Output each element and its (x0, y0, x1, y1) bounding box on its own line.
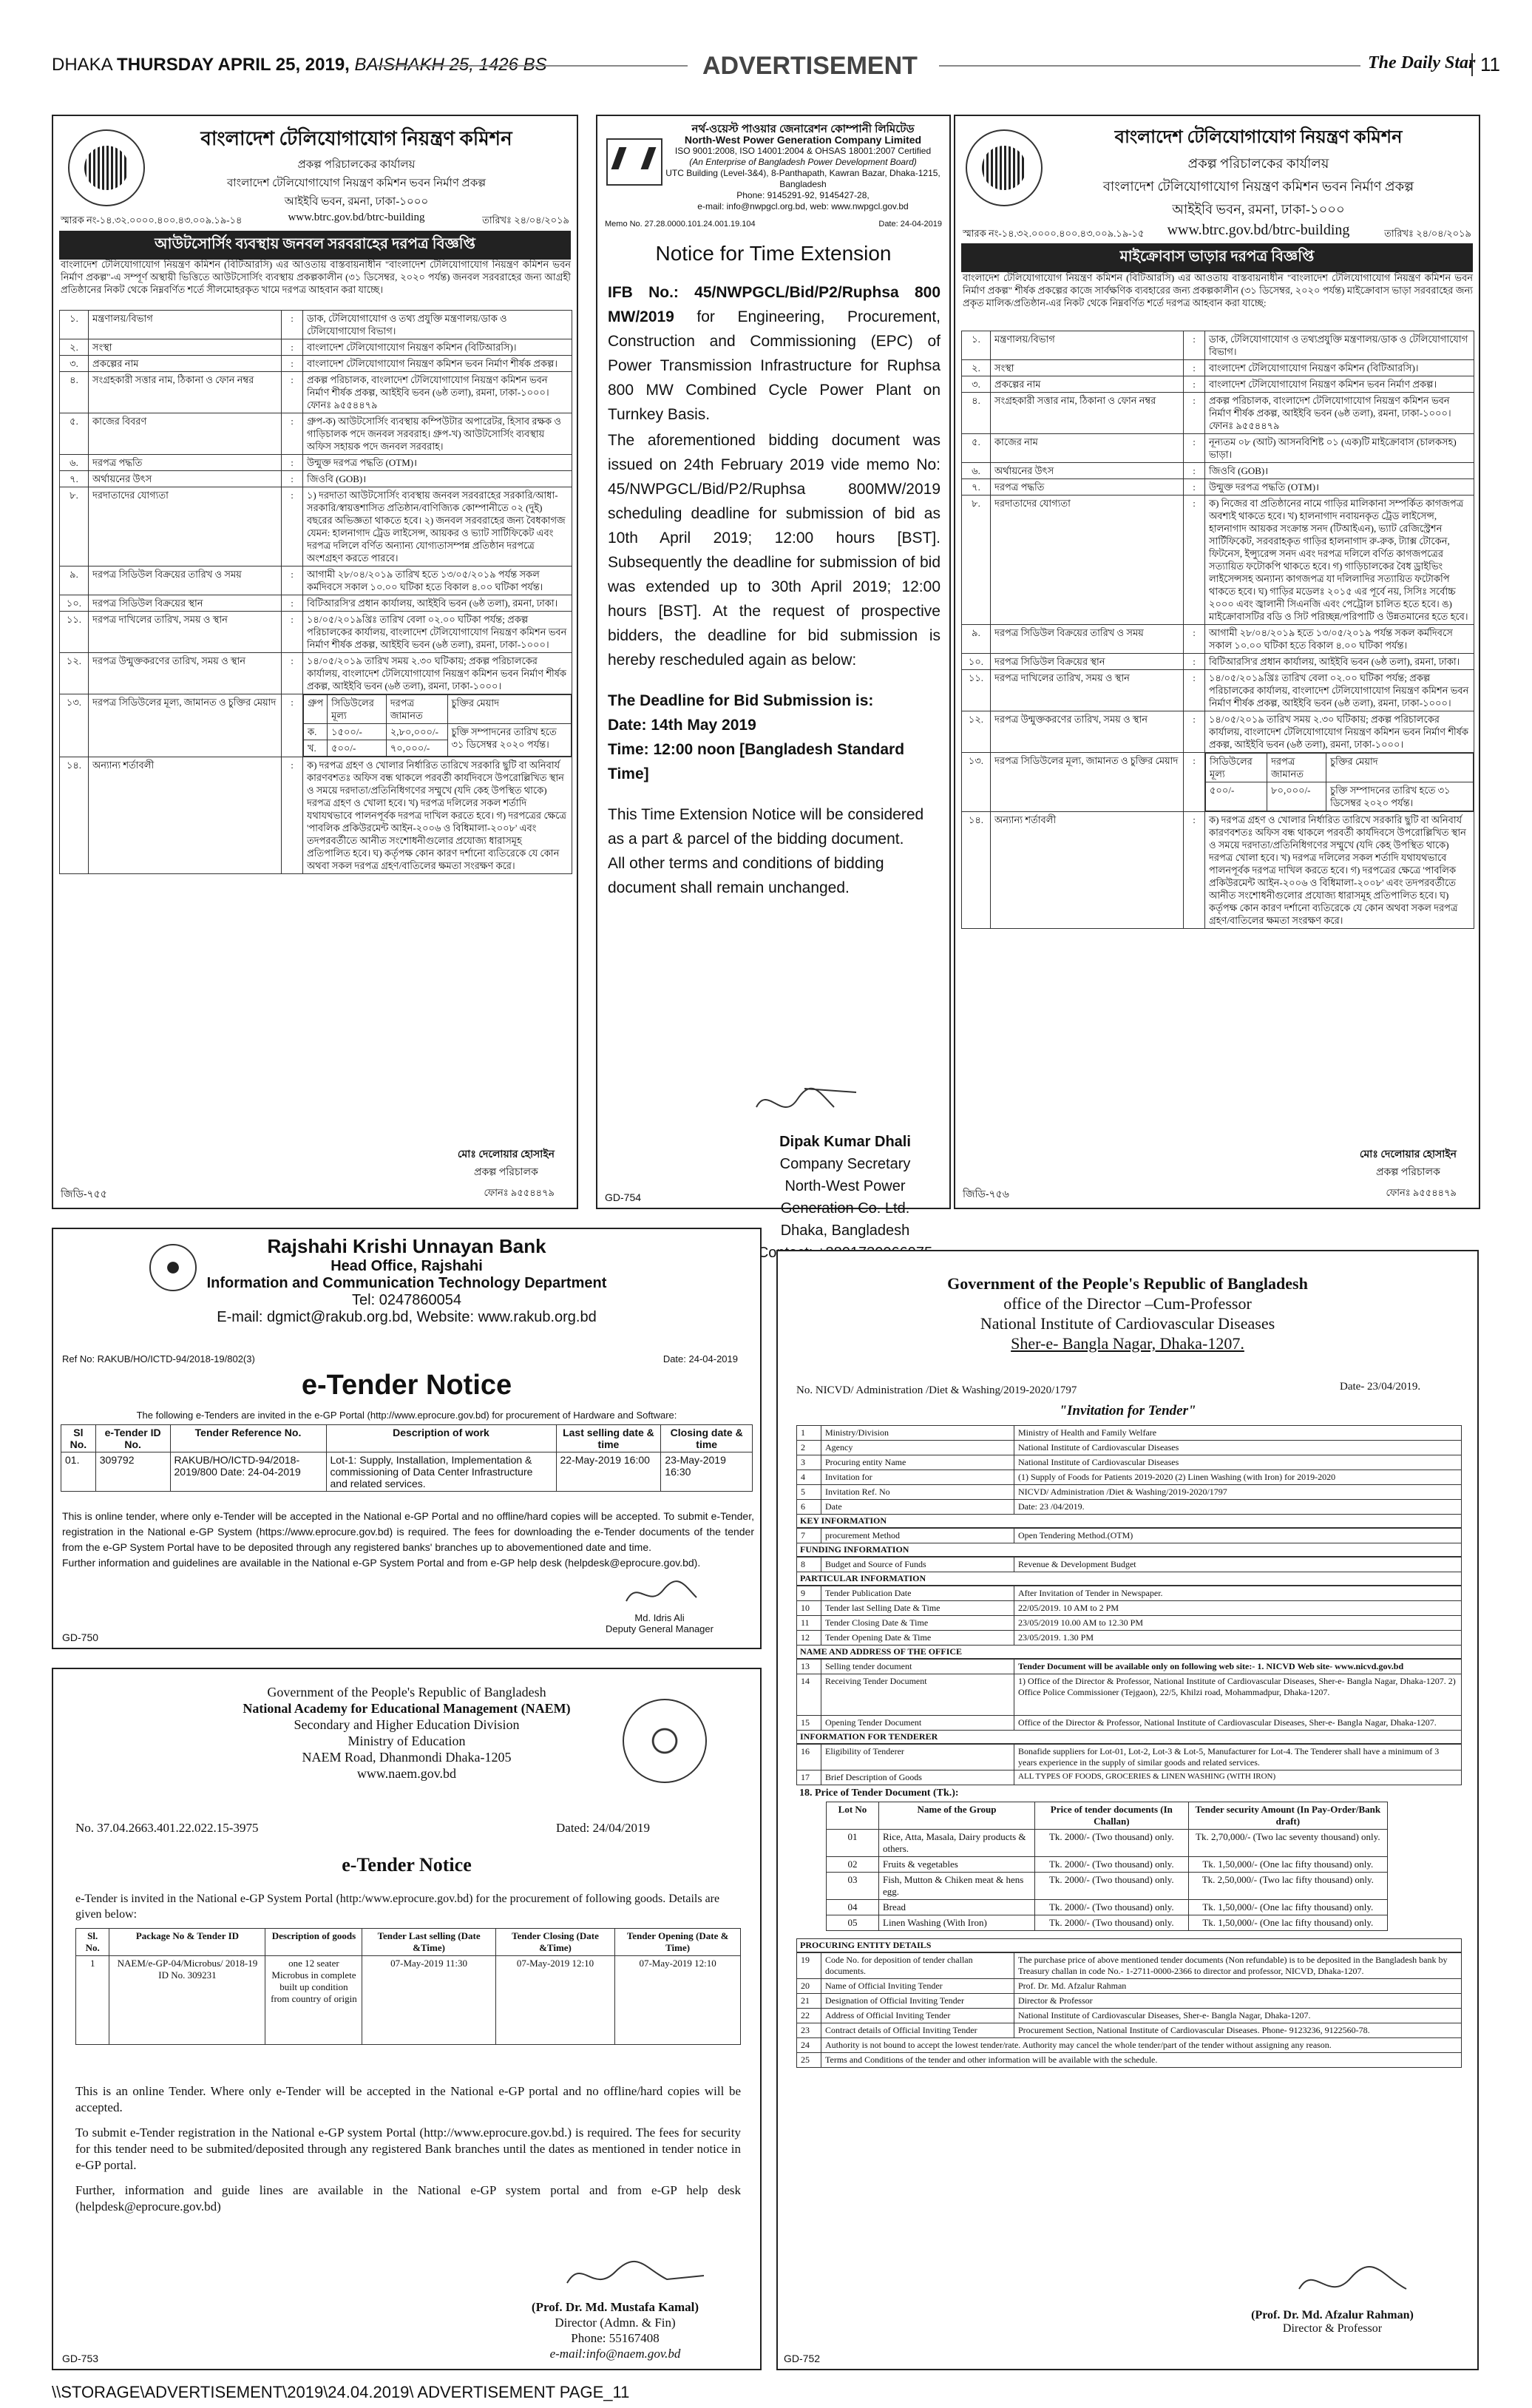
table-row: 8 Budget and Source of Funds Revenue & Development Budget (797, 1558, 1462, 1572)
ad6-signature-mark (1295, 2263, 1414, 2307)
table-row: 19 Code No. for deposition of tender challan documents. The purchase price of above mentioned tender documents (Non refundable) is to be deposited in the Bangladesh bank by Treasury challan in code No.- 1-2711-0000-2366 to director and professor, NICVD, Dhaka-1207. (797, 1953, 1462, 1979)
ad3-office: প্রকল্প পরিচালকের কার্যালয় (1187, 156, 1329, 171)
table-row: 24 Authority is not bound to accept the lowest tender/rate. Authority may cancel the whole tender/part of the tender without assigning any reason. (797, 2038, 1462, 2053)
ad1-address: আইইবি ভবন, রমনা, ঢাকা-১০০০ (284, 196, 429, 208)
ad3-phone: ফোনঃ ৯৫৫৪৪৭৯ (1386, 1187, 1457, 1198)
ad3-signature: মোঃ দেলোয়ার হোসাইন প্রকল্প পরিচালক (1359, 1149, 1457, 1178)
ad6-l2: office of the Director –Cum-Professor (1003, 1294, 1252, 1313)
ad3-gd: জিডি-৭৫৬ (963, 1188, 1009, 1200)
table-row: ৩. প্রকল্পের নাম : বাংলাদেশ টেলিযোগাযোগ নিয়ন্ত্রণ কমিশন ভবন নির্মাণ প্রকল্প। (962, 376, 1474, 393)
table-row: ৫. কাজের বিবরণ : গ্রুপ-ক) আউটসোর্সিং ব্যবস্থায় কম্পিউটার অপারেটর, হিসাব রক্ষক ও গাড়িচালক পদে জনবল সরবরাহ। গ্রুপ-খ) আউটসোর্সিং ব্যবস্থায় অফিস সহায়ক পদে জনবল সরবরাহ। (60, 413, 572, 455)
table-row: ২. সংস্থা : বাংলাদেশ টেলিযোগাযোগ নিয়ন্ত্রণ কমিশন (বিটিআরসি)। (60, 339, 572, 356)
ad6-form: 1 Ministry/Division Ministry of Health and Family Welfare 2 Agency National Institute of Cardiovascular Diseases 3 Procuring entity Name National Institute of Cardiovascular Diseases 4 Invitation for (1) Supply of Foods for Patients 2019-2020 (2) Linen Washing (with Iron) for 2019-2020 5 Invitation Ref. No NICVD/ Administration /Diet & Washing/2019-2020/1797 6 Date Date: 23 /04/2019. KEY INFORMATION 7 procurement Method Open Tendering Method.(OTM) FUNDING INFORMATION 8 Budget and Source of Funds Revenue & Development Budget PARTICULAR INFORMATION 9 Tender Publication Date After Invitation of Tender in Newspaper. 10 Tender last Selling Date & Time 22/05/2019. 10 AM to 2 PM 11 Tender Closing Date & Time 23/05/2019 10.00 AM to 12.30 PM 12 Tender Opening Date & Time 23/05/2019. 1.30 PM NAME AND ADDRESS OF THE OFFICE 13 Selling tender document Tender Document will be available only on following web site:- 1. NICVD Web site- www.nicvd.gov.bd 14 Receiving Tender Document 1) Office of the Director & Professor, National Institute of Cardiovascular Diseases, Sher-e- Bangla Nagar, Dhaka-1207. 2) Office Police Commissioner (Tejgaon), 22/5, Khilzi road, Mohammadpur, Dhaka-1207. 15 Opening Tender Document Office of the Director & Professor, National Institute of Cardiovascular Diseases, Sher-e- Bangla Nagar, Dhaka-1207. INFORMATION FOR TENDERER 16 Eligibility of Tenderer Bonafide suppliers for Lot-01, Lot-2, Lot-3 & Lot-5, Manufacturer for Lot-4. The Tenderer shall have a minimum of 3 years experience in the supply of similar goods and related services. 17 Brief Description of Goods ALL TYPES OF FOODS, GROCERIES & LINEN WASHING (WITH IRON) 18. Price of Tender Document (Tk.): Lot No Name of the Group Price of tender documents (In Challan) Tender security Amount (In Pay-Order/Bank draft) 01 Rice, Atta, Masala, Dairy products & others. Tk. 2000/- (Two thousand) only. Tk. 2,70,000/- (Two lac seventy thousand) only. 02 Fruits & vegetables Tk. 2000/- (Two thousand) only. Tk. 1,50,000/- (One lac fifty thousand) only. 03 Fish, Mutton & Chiken meat & hens egg. Tk. 2000/- (Two thousand) only. Tk. 2,50,000/- (Two lac fifty thousand) only. 04 Bread Tk. 2000/- (Two thousand) only. Tk. 1,50,000/- (One lac fifty thousand) only. 05 Linen Washing (With Iron) Tk. 2000/- (Two thousand) only. Tk. 1,50,000/- (One lac fifty thousand) only. PROCURING ENTITY DETAILS 19 Code No. for deposition of tender challan documents. The purchase price of above mentioned tender documents (Non refundable) is to be deposited in the Bangladesh bank by Treasury challan in code No.- 1-2711-0000-2366 to director and professor, NICVD, Dhaka-1207. 20 Name of Official Inviting Tender Prof. Dr. Md. Afzalur Rahman 21 Designation of Official Inviting Tender Director & Professor 22 Address of Official Inviting Tender National Institute of Cardiovascular Diseases, Sher-e- Bangla Nagar, Dhaka-1207. 23 Contract details of Official Inviting Tender Procurement Section, National Institute of Cardiovascular Diseases. Phone- 9123236, 9122560-78. 24 Authority is not bound to accept the lowest tender/rate. Authority may cancel the whole tender/part of the tender without assigning any reason. 25 Terms and Conditions of the tender and other information will be available with the schedule. (796, 1425, 1462, 2068)
table-row: ২. সংস্থা : বাংলাদেশ টেলিযোগাযোগ নিয়ন্ত্রণ কমিশন (বিটিআরসি)। (962, 360, 1474, 376)
ad4-gd: GD-750 (62, 1631, 99, 1643)
ad4-dept: Information and Communication Technology Department (206, 1275, 607, 1291)
ad4-ho: Head Office, Rajshahi (331, 1258, 483, 1274)
ad5-l5: NAEM Road, Dhanmondi Dhaka-1205 (302, 1750, 512, 1765)
ad3-row-13: ১৩. দরপত্র সিডিউলের মূল্য, জামানত ও চুক্তির মেয়াদ : সিডিউলের মূল্য দরপত্র জামানত চুক্তির মেয়াদ ৫০০/- ৮০,০০০/- চুক্তি সম্পাদনের তারিখ হতে ৩১ ডিসেম্বর ২০২০ পর্যন্ত। (962, 753, 1474, 812)
ad1-table (59, 310, 572, 874)
ad3-address: আইইবি ভবন, রমনা, ঢাকা-১০০০ (1172, 202, 1345, 217)
ad2-title: Notice for Time Extension (655, 242, 892, 265)
ad3-date: তারিখঃ ২৪/০৪/২০১৯ (1384, 228, 1471, 239)
ad3-memo: স্মারক নং-১৪.৩২.০০০০.৪০০.৪৩.০০৯.১৯-১৫ (963, 228, 1145, 239)
ad-rakub-etender (52, 1228, 762, 1649)
ad2-address: UTC Building (Level-3&4), 8-Panthapath, Kawran Bazar, Dhaka-1215, Bangladesh (665, 168, 940, 189)
ad4-email: E-mail: dgmict@rakub.org.bd, Website: www.rakub.org.bd (217, 1309, 597, 1325)
ad5-gd: GD-753 (62, 2353, 99, 2364)
table-row: ১০. দরপত্র সিডিউল বিক্রয়ের স্থান : বিটিআরসি'র প্রধান কার্যালয়, আইইবি ভবন (৬ষ্ঠ তলা), রমনা, ঢাকা। (962, 654, 1474, 670)
ad2-enterprise: (An Enterprise of Bangladesh Power Development Board) (689, 157, 917, 167)
ad6-l4: Sher-e- Bangla Nagar, Dhaka-1207. (1011, 1334, 1244, 1353)
ad-btrc-outsourcing (52, 115, 578, 1209)
table-row: 23 Contract details of Official Inviting Tender Procurement Section, National Institute of Cardiovascular Diseases. Phone- 9123236, 9122560-78. (797, 2023, 1462, 2038)
table-row: 12 Tender Opening Date & Time 23/05/2019. 1.30 PM (797, 1631, 1462, 1646)
ad2-gd: GD-754 (605, 1191, 642, 1203)
ad2-email: e-mail: info@nwpgcl.org.bd, web: www.nwpgcl.gov.bd (697, 201, 909, 212)
ad6-l1: Government of the People's Republic of Bangladesh (947, 1274, 1308, 1293)
ad2-paragraph: The aforementioned bidding document was issued on 24th February 2019 vide memo No: 45/NWPGCL/Bid/P2/Ruphsa 800MW/2019 scheduling deadline for submission of bid as 10th April 2019; 12:00 hours [BST]. Subsequently the deadline for submission of bid was extended up to 30th April 2019; 12:00 hours [BST]. At the request of prospective bidders, the deadline for bid submission is hereby rescheduled again as below: (608, 432, 940, 669)
table-row: ৩. প্রকল্পের নাম : বাংলাদেশ টেলিযোগাযোগ নিয়ন্ত্রণ কমিশন ভবন নির্মাণ শীর্ষক প্রকল্প। (60, 356, 572, 372)
table-row: 13 Selling tender document Tender Document will be available only on following web site:- 1. NICVD Web site- www.nicvd.gov.bd (797, 1660, 1462, 1674)
ad5-no: No. 37.04.2663.401.22.022.15-3975 (75, 1821, 259, 1835)
ad5-l3: Secondary and Higher Education Division (294, 1717, 520, 1732)
ad3-table (961, 331, 1474, 929)
table-row: 16 Eligibility of Tenderer Bonafide suppliers for Lot-01, Lot-2, Lot-3 & Lot-5, Manufacturer for Lot-4. The Tenderer shall have a minimum of 3 years experience in the supply of similar goods and related services. (797, 1745, 1462, 1771)
table-row: 7 procurement Method Open Tendering Method.(OTM) (797, 1529, 1462, 1543)
ad6-title: "Invitation for Tender" (1059, 1403, 1196, 1418)
table-row: ৮. দরদাতাদের যোগ্যতা : ১) দরদাতা আউটসোর্সিং ব্যবস্থায় জনবল সরবরাহের সরকারি/আধা-সরকারি/স্বায়ত্তশাসিত প্রতিষ্ঠান/বাণিজ্যিক কোম্পানীতে ০২ (দুই) বছরের অভিজ্ঞতা থাকতে হবে। ২) জনবল সরবরাহের জন্য বৈধকাগজ যেমন: হালনাগাদ ট্রেড লাইসেন্স, আয়কর ও ভ্যাট সার্টিফিকেট এবং দরপত্র দলিলে বর্ণিত অন্যান্য যোগ্যতাসম্পন্ন প্রতিষ্ঠান দরপত্রে অংশগ্রহণ করতে পারবে। (60, 487, 572, 567)
table-row: ৯. দরপত্র সিডিউল বিক্রয়ের তারিখ ও সময় : আগামী ২৮/০৪/২০১৯ হতে ১৩/০৫/২০১৯ পর্যন্ত সকল কর্মদিবসে সকাল ১০.০০ ঘটিকা হতে বিকাল ৪.০০ ঘটিকা পর্যন্ত। (962, 625, 1474, 654)
page-footer-path: \\STORAGE\ADVERTISEMENT\2019\24.04.2019\ ADVERTISEMENT PAGE_11 (52, 2383, 630, 2401)
ad2-phone: Phone: 9145291-92, 9145427-28, (736, 190, 870, 200)
table-row: 11 Tender Closing Date & Time 23/05/2019 10.00 AM to 12.30 PM (797, 1616, 1462, 1631)
ad4-intro: The following e-Tenders are invited in the e-GP Portal (http://www.eprocure.gov.bd) for procurement of Hardware and Software: (136, 1410, 677, 1421)
ad6-date: Date- 23/04/2019. (1340, 1381, 1421, 1393)
ad1-intro: বাংলাদেশ টেলিযোগাযোগ নিয়ন্ত্রণ কমিশন (বিটিআরসি) এর আওতায় বাস্তবায়নাধীন "বাংলাদেশ টেলিযোগাযোগ নিয়ন্ত্রণ কমিশন ভবন নির্মাণ প্রকল্প"-এ সম্পূর্ণ অস্থায়ী ভিত্তিতে আউটসোর্সিং ব্যবস্থায় প্রকল্পকালীন (৩১ ডিসেম্বর, ২০২০ পর্যন্ত) জনবল সরবরাহের জন্য আগ্রহী প্রতিষ্ঠানের নিকট থেকে নিম্নবর্ণিত শর্তে সীলমোহরকৃত খামে দরপত্র আহবান করা যাচ্ছে। (61, 259, 571, 295)
ad2-org: North-West Power Generation Company Limited (684, 134, 922, 146)
ad1-project: বাংলাদেশ টেলিযোগাযোগ নিয়ন্ত্রণ কমিশন ভবন নির্মাণ প্রকল্প (226, 177, 487, 189)
header-dateline: DHAKA THURSDAY APRIL 25, 2019, BAISHAKH 25, 1426 BS (52, 55, 547, 75)
ad3-org: বাংলাদেশ টেলিযোগাযোগ নিয়ন্ত্রণ কমিশন (1114, 128, 1403, 147)
table-row: 2 Agency National Institute of Cardiovascular Diseases (797, 1441, 1462, 1455)
table-row: 03 Fish, Mutton & Chiken meat & hens egg. Tk. 2000/- (Two thousand) only. Tk. 2,50,000/- (Two lac fifty thousand) only. (827, 1873, 1388, 1900)
ad1-gd: জিডি-৭৫৫ (61, 1188, 107, 1200)
ad5-intro: e-Tender is invited in the National e-GP System Portal (http:/www.eprocure.gov.bd) for the procurement of following goods. Details are given below: (75, 1893, 720, 1921)
table-row: 14 Receiving Tender Document 1) Office of the Director & Professor, National Institute of Cardiovascular Diseases, Sher-e- Bangla Nagar, Dhaka-1207. 2) Office Police Commissioner (Tejgaon), 22/5, Khilzi road, Mohammadpur, Dhaka-1207. (797, 1674, 1462, 1716)
ad4-table: Sl No. e-Tender ID No. Tender Reference No. Description of work Last selling date & time Closing date & time 01. 309792 RAKUB/HO/ICTD-94/2018-2019/800 Date: 24-04-2019 Lot-1: Supply, Installation, Implementation & commissioning of Data Center Infrastructure and related services. 22-May-2019 16:00 23-May-2019 16:30 (61, 1424, 753, 1492)
ad5-signature-mark (563, 2253, 711, 2298)
ad3-web: www.btrc.gov.bd/btrc-building (1167, 222, 1350, 238)
table-row: ১২. দরপত্র উন্মুক্তকরণের তারিখ, সময় ও স্থান : ১৪/০৫/২০১৯ তারিখ সময় ২.৩০ ঘটিকায়; প্রকল্প পরিচালকের কার্যালয়, বাংলাদেশ টেলিযোগাযোগ নিয়ন্ত্রণ কমিশন ভবন নির্মাণ শীর্ষক প্রকল্প, আইইবি ভবন (৬ষ্ঠ তলা), রমনা, ঢাকা-১০০০। (60, 653, 572, 694)
ad4-title: e-Tender Notice (301, 1370, 512, 1401)
table-row: ১২. দরপত্র উন্মুক্তকরণের তারিখ, সময় ও স্থান : ১৪/০৫/২০১৯ তারিখ সময় ২.৩০ ঘটিকায়; প্রকল্প পরিচালকের কার্যালয়, বাংলাদেশ টেলিযোগাযোগ নিয়ন্ত্রণ কমিশন ভবন নির্মাণ শীর্ষক প্রকল্প, আইইবি ভবন (৬ষ্ঠ তলা), রমনা, ঢাকা-১০০০। (962, 711, 1474, 753)
table-row: 21 Designation of Official Inviting Tender Director & Professor (797, 1994, 1462, 2009)
table-row: ৪. সংগ্রহকারী সত্তার নাম, ঠিকানা ও ফোন নম্বর : প্রকল্প পরিচালক, বাংলাদেশ টেলিযোগাযোগ নিয়ন্ত্রণ কমিশন ভবন নির্মাণ শীর্ষক প্রকল্প, আইইবি ভবন (৬ষ্ঠ তলা), রমনা, ঢাকা-১০০০। ফোনঃ ৯৫৫৪৪৭৯ (962, 393, 1474, 434)
ad-naem-etender (52, 1668, 762, 2370)
ad4-body: This is online tender, where only e-Tender will be accepted in the National e-GP Portal and no offline/hard copies will be accepted. To submit e-Tender, registration in the National e-GP System (https://www.eprocure.gov.bd) is required. The fees for downloading the e-Tender documents of the tender from the e-GP System Portal have to be deposited through any registered banks' branches up to abovementioned date and time. Further information and guidelines are available in the National e-GP System Portal and from e-GP help desk (helpdesk@eprocure.gov.bd). (62, 1510, 754, 1569)
table-row: 05 Linen Washing (With Iron) Tk. 2000/- (Two thousand) only. Tk. 1,50,000/- (One lac fifty thousand) only. (827, 1915, 1388, 1931)
ad2-date: Date: 24-04-2019 (878, 220, 942, 229)
table-row: 3 Procuring entity Name National Institute of Cardiovascular Diseases (797, 1455, 1462, 1470)
ad2-iso: ISO 9001:2008, ISO 14001:2004 & OHSAS 18001:2007 Certified (674, 146, 932, 156)
table-row: 1 Ministry/Division Ministry of Health and Family Welfare (797, 1426, 1462, 1441)
ad1-signature: মোঃ দেলোয়ার হোসাইন প্রকল্প পরিচালক (457, 1149, 555, 1178)
table-row: 1 NAEM/e-GP-04/Microbus/ 2018-19 ID No. 309231 one 12 seater Microbus in complete built up condition from country of origin 07-May-2019 11:30 07-May-2019 12:10 07-May-2019 12:10 (76, 1956, 741, 2045)
table-row: ১০. দরপত্র সিডিউল বিক্রয়ের স্থান : বিটিআরসি'র প্রধান কার্যালয়, আইইবি ভবন (৬ষ্ঠ তলা), রমনা, ঢাকা। (60, 595, 572, 612)
ad3-intro: বাংলাদেশ টেলিযোগাযোগ নিয়ন্ত্রণ কমিশন (বিটিআরসি) এর আওতায় বাস্তবায়নাধীন "বাংলাদেশ টেলিযোগাযোগ নিয়ন্ত্রণ কমিশন ভবন নির্মাণ প্রকল্প" শীর্ষক প্রকল্পের কাজে সার্বক্ষণিক ব্যবহারের জন্য প্রকল্পকালীন (৩১ ডিসেম্বর, ২০২০ পর্যন্ত) মাইক্রোবাস ভাড়া সরবরাহের জন্য প্রকৃত মালিক/প্রতিষ্ঠান-এর নিকট থেকে নিম্নবর্ণিত শর্তে দরপত্র আহবান করা যাচ্ছে: (963, 272, 1473, 308)
ad1-web: www.btrc.gov.bd/btrc-building (288, 212, 425, 223)
naem-logo (623, 1699, 707, 1783)
table-row: 9 Tender Publication Date After Invitation of Tender in Newspaper. (797, 1586, 1462, 1601)
table-row: 04 Bread Tk. 2000/- (Two thousand) only. Tk. 1,50,000/- (One lac fifty thousand) only. (827, 1900, 1388, 1915)
ad5-body: This is an online Tender. Where only e-Tender will be accepted in the National e-GP portal and no offline/hard copies will be accepted. To submit e-Tender registration in the National e-GP system Portal (http://www.eprocure.gov.bd.) is required. The fees for security for this tender need to be submited/deposited through any registered Bank branches until the dates as mentioned in tender notice in e-GP portal. Further, information and guide lines are available in the National e-GP system portal and from e-GP help desk (helpdesk@eprocure.gov.bd) (75, 2084, 741, 2213)
ad4-date: Date: 24-04-2019 (662, 1353, 738, 1364)
btrc-logo (68, 129, 145, 206)
table-row: ১১. দরপত্র দাখিলের তারিখ, সময় ও স্থান : ১৪/০৫/২০১৯খ্রিঃ তারিখ বেলা ০২.০০ ঘটিকা পর্যন্ত; প্রকল্প পরিচালকের কার্যালয়, বাংলাদেশ টেলিযোগাযোগ নিয়ন্ত্রণ কমিশন ভবন নির্মাণ শীর্ষক প্রকল্প, আইইবি ভবন (৬ষ্ঠ তলা), রমনা, ঢাকা-১০০০। (60, 612, 572, 653)
ad5-l4: Ministry of Education (348, 1734, 466, 1748)
ad1-row-13: ১৩. দরপত্র সিডিউলের মূল্য, জামানত ও চুক্তির মেয়াদ : গ্রুপ সিডিউলের মূল্য দরপত্র জামানত চুক্তির মেয়াদ ক. ১৫০০/- ২,৮০,০০০/- চুক্তি সম্পাদনের তারিখ হতে ৩১ ডিসেম্বর ২০২০ পর্যন্ত। খ. ৫০০/- ৭০,০০০/- (60, 694, 572, 757)
ad3-title: মাইক্রোবাস ভাড়ার দরপত্র বিজ্ঞপ্তি (961, 243, 1473, 272)
ad3-row-14: ১৪. অন্যান্য শর্তাবলী : ক) দরপত্র গ্রহণ ও খোলার নির্ধারিত তারিখে সরকারি ছুটি বা অনিবার্য কারণবশতঃ অফিস বন্ধ থাকলে পরবর্তী কার্যদিবসে উপরোল্লিখিত স্থান ও সময়ে দরদাতা/প্রতিনিধিগণের সম্মুখে (যদি কেহ উপস্থিত থাকে) দরপত্র খোলা হবে। খ) দরপত্র দলিলের সকল শর্তাদি যথাযথভাবে পালনপূর্বক দরপত্র দাখিল করতে হবে। গ) দরপত্রের ক্ষেত্রে 'পাবলিক প্রকিউরমেন্ট আইন-২০০৬ ও বিধিমালা-২০০৮' এবং তদপরবর্তীতে আনীত সংশোধনীগুলোর প্রযোজ্য ধারাসমূহ প্রতিপালিত হবে। ঘ) কর্তৃপক্ষ কোন কারণ দর্শানো ব্যতিরেকে যে কোন অথবা সকল দরপত্র গ্রহণ/বাতিলের ক্ষমতা সংরক্ষণ করে। (962, 812, 1474, 929)
ad2-memo: Memo No. 27.28.0000.101.24.001.19.104 (605, 220, 756, 229)
ad5-l2: National Academy for Educational Management (NAEM) (243, 1701, 571, 1716)
ad4-org: Rajshahi Krishi Unnayan Bank (267, 1235, 546, 1257)
ad1-row-14: ১৪. অন্যান্য শর্তাবলী : ক) দরপত্র গ্রহণ ও খোলার নির্ধারিত তারিখে সরকারি ছুটি বা অনিবার্য কারণবশতঃ অফিস বন্ধ থাকলে পরবর্তী কার্যদিবসে উপরোল্লিখিত স্থান ও সময়ে দরদাতা/প্রতিনিধিগণের সম্মুখে (যদি কেহ উপস্থিত থাকে) দরপত্র গ্রহণ ও খোলা হবে। খ) দরপত্র দলিলের সকল শর্তাদি যথাযথভাবে পালনপূর্বক দরপত্র দাখিল করতে হবে। গ) দরপত্রের ক্ষেত্রে 'পাবলিক প্রকিউরমেন্ট আইন-২০০৬ ও বিধিমালা-২০০৮' এবং তদপরবর্তীতে আনীত সংশোধনীগুলোর প্রযোজ্য ধারাসমূহ প্রতিপালিত হবে। ঘ) কর্তৃপক্ষ কোন কারণ দর্শানো ব্যতিরেকে যে কোন অথবা সকল দরপত্র গ্রহণ/বাতিলের ক্ষমতা সংরক্ষণ করে। (60, 757, 572, 874)
ad6-gd: GD-752 (784, 2353, 821, 2364)
ad5-l6: www.naem.gov.bd (356, 1766, 457, 1781)
table-row: 01 Rice, Atta, Masala, Dairy products & others. Tk. 2000/- (Two thousand) only. Tk. 2,70,000/- (Two lac seventy thousand) only. (827, 1830, 1388, 1857)
paper-logo: The Daily Star (1368, 53, 1476, 72)
ad2-signer: Dipak Kumar Dhali Company Secretary North-West Power Generation Co. Ltd. Dhaka, Bangladesh (779, 1134, 911, 1239)
ad2-p2: This Time Extension Notice will be considered as a part & parcel of the bidding document. (608, 806, 924, 848)
table-row: 02 Fruits & vegetables Tk. 2000/- (Two thousand) only. Tk. 1,50,000/- (One lac fifty thousand) only. (827, 1857, 1388, 1873)
ad4-ref: Ref No: RAKUB/HO/ICTD-94/2018-19/802(3) (62, 1353, 255, 1364)
table-row: 20 Name of Official Inviting Tender Prof. Dr. Md. Afzalur Rahman (797, 1979, 1462, 1994)
ad2-org-bn: নর্থ-ওয়েস্ট পাওয়ার জেনারেশন কোম্পানী লিমিটেড (691, 123, 915, 135)
table-row: ৭. অর্থায়নের উৎস : জিওবি (GOB)। (60, 471, 572, 487)
table-row: 22 Address of Official Inviting Tender National Institute of Cardiovascular Diseases, Sher-e- Bangla Nagar, Dhaka-1207. (797, 2009, 1462, 2023)
table-row: ৮. দরদাতাদের যোগ্যতা : ক) নিজের বা প্রতিষ্ঠানের নামে গাড়ির মালিকানা সম্পর্কিত কাগজপত্র অবশ্যই থাকতে হবে। খ) হালনাগাদ নবায়নকৃত ট্রেড লাইসেন্স, হালনাগাদ আয়কর সংক্রান্ত সনদ (টিআইএন), ভ্যাট রেজিস্ট্রেশন সার্টিফিকেট, সরবরাহকৃত গাড়ির হালনাগাদ রু-রুক, ট্যাক্স টোকেন, ফিটনেস, ইন্স্যুরেন্স সনদ এবং দরপত্র দলিলে বর্ণিত কাগজপত্রের সত্যায়িত ফটোকপি থাকতে হবে। গ) গাড়িচালকের বৈধ ড্রাইভিং লাইসেন্সসহ অন্যান্য কাগজপত্র যা দলিলাদির সত্যায়িত ফটোকপি থাকতে হবে। ঘ) গাড়ির মডেলঃ ২০১৫ এর পূর্বে নয়, সিসিঃ সর্বোচ্চ ২০০০ এবং জ্বালানী সিএনজি এবং পেট্রোল চালিত হতে হবে। ঙ) মাইক্রোবাসটির বডি ও সিট পরিচ্ছন্ন/পরিপাটি ও উন্নতমানের হতে হবে। (962, 496, 1474, 625)
ad2-deadline-time: Time: 12:00 noon [Bangladesh Standard Time] (608, 741, 905, 782)
ad4-signer: Md. Idris Ali Deputy General Manager (606, 1612, 714, 1634)
ad5-date: Dated: 24/04/2019 (556, 1821, 651, 1835)
ad1-date: তারিখঃ ২৪/০৪/২০১৯ (482, 214, 569, 226)
section-title: ADVERTISEMENT (702, 52, 918, 80)
table-row: ৬. অর্থায়নের উৎস : জিওবি (GOB)। (962, 463, 1474, 479)
ad-nwpgcl-time-extension (596, 115, 951, 1239)
table-row: ১. মন্ত্রণালয়/বিভাগ : ডাক, টেলিযোগাযোগ ও তথ্যপ্রযুক্তি মন্ত্রণালয়/ডাক ও টেলিযোগাযোগ বিভাগ। (962, 331, 1474, 360)
table-row: ৭. দরপত্র পদ্ধতি : উন্মুক্ত দরপত্র পদ্ধতি (OTM)। (962, 479, 1474, 496)
table-row: ১. মন্ত্রণালয়/বিভাগ : ডাক, টেলিযোগাযোগ ও তথ্য প্রযুক্তি মন্ত্রণালয়/ডাক ও টেলিযোগাযোগ বিভাগ। (60, 311, 572, 339)
table-row: 6 Date Date: 23 /04/2019. (797, 1500, 1462, 1515)
table-row: 25 Terms and Conditions of the tender and other information will be available with the schedule. (797, 2053, 1462, 2068)
ad2-ifb: IFB No.: 45/NWPGCL/Bid/P2/Ruphsa 800 MW/2019 (608, 284, 940, 325)
ad1-phone: ফোনঃ ৯৫৫৪৪৭৯ (484, 1187, 555, 1198)
ad1-office: প্রকল্প পরিচালকের কার্যালয় (297, 159, 416, 171)
ad6-price-heading: 18. Price of Tender Document (Tk.): (799, 1788, 959, 1799)
ad1-title: আউটসোর্সিং ব্যবস্থায় জনবল সরবরাহের দরপত্র বিজ্ঞপ্তি (59, 231, 571, 260)
ad6-l3: National Institute of Cardiovascular Diseases (980, 1314, 1275, 1333)
ad2-p3: All other terms and conditions of bidding document shall remain unchanged. (608, 855, 884, 896)
table-row: 01. 309792 RAKUB/HO/ICTD-94/2018-2019/800 Date: 24-04-2019 Lot-1: Supply, Installation, Implementation & commissioning of Data Center Infrastructure and related services. 22-May-2019 16:00 23-May-2019 16:30 (61, 1452, 753, 1492)
ad2-deadline-date: Date: 14th May 2019 (608, 717, 756, 734)
table-row: ৯. দরপত্র সিডিউল বিক্রয়ের তারিখ ও সময় : আগামী ২৮/০৪/২০১৯ তারিখ হতে ১৩/০৫/২০১৯ পর্যন্ত সকল কর্মদিবসে সকাল ১০.০০ ঘটিকা হতে বিকাল ৪.০০ ঘটিকা পর্যন্ত। (60, 567, 572, 595)
ad6-no: No. NICVD/ Administration /Diet & Washing/2019-2020/1797 (796, 1384, 1077, 1396)
ad2-signature-mark (753, 1078, 871, 1129)
ad3-project: বাংলাদেশ টেলিযোগাযোগ নিয়ন্ত্রণ কমিশন ভবন নির্মাণ প্রকল্প (1102, 179, 1414, 194)
page-number: 11 (1471, 53, 1500, 76)
table-row: 5 Invitation Ref. No NICVD/ Administration /Diet & Washing/2019-2020/1797 (797, 1485, 1462, 1500)
ad1-memo: স্মারক নং-১৪.৩২.০০০০.৪০০.৪৩.০০৯.১৯-১৪ (61, 214, 243, 226)
ad6-signer: (Prof. Dr. Md. Afzalur Rahman) Director & Professor (1251, 2309, 1414, 2335)
nwpgcl-logo (606, 138, 662, 186)
ad2-deadline-head: The Deadline for Bid Submission is: (608, 692, 874, 709)
ad-btrc-microbus (954, 115, 1480, 1209)
table-row: ৬. দরপত্র পদ্ধতি : উন্মুক্ত দরপত্র পদ্ধতি (OTM)। (60, 455, 572, 471)
table-row: 10 Tender last Selling Date & Time 22/05/2019. 10 AM to 2 PM (797, 1601, 1462, 1616)
table-row: 17 Brief Description of Goods ALL TYPES OF FOODS, GROCERIES & LINEN WASHING (WITH IRON) (797, 1771, 1462, 1785)
ad2-body: IFB No.: 45/NWPGCL/Bid/P2/Ruphsa 800 MW/2019 for Engineering, Procurement, Construction and Commissioning (EPC) of Power Transmission Infrastructure for Ruphsa 800 MW Combined Cycle Power Plant on Turnkey Basis. The aforementioned bidding document was issued on 24th February 2019 vide memo No: 45/NWPGCL/Bid/P2/Ruphsa 800MW/2019 scheduling deadline for submission of bid as 10th April 2019; 12:00 hours [BST]. Subsequently the deadline for submission of bid was extended up to 30th April 2019; 12:00 hours [BST]. At the request of prospective bidders, the deadline for bid submission is hereby rescheduled again as below: The Deadline for Bid Submission is: Date: 14th May 2019 Time: 12:00 noon [Bangladesh Standard Time] This Time Extension Notice will be considered as a part & parcel of the bidding document. All other terms and conditions of bidding document shall remain unchanged. (608, 280, 940, 900)
ad-nicvd-tender (776, 1250, 1479, 2370)
table-row: ৪. সংগ্রহকারী সত্তার নাম, ঠিকানা ও ফোন নম্বর : প্রকল্প পরিচালক, বাংলাদেশ টেলিযোগাযোগ নিয়ন্ত্রণ কমিশন ভবন নির্মাণ শীর্ষক প্রকল্প, আইইবি ভবন (৬ষ্ঠ তলা), রমনা, ঢাকা-১০০০। ফোনঃ ৯৫৫৪৪৭৯ (60, 372, 572, 413)
table-row: ১১. দরপত্র দাখিলের তারিখ, সময় ও স্থান : ১৪/০৫/২০১৯খ্রিঃ তারিখ বেলা ০২.০০ ঘটিকা পর্যন্ত; প্রকল্প পরিচালকের কার্যালয়, বাংলাদেশ টেলিযোগাযোগ নিয়ন্ত্রণ কমিশন ভবন নির্মাণ শীর্ষক প্রকল্প, আইইবি ভবন (৬ষ্ঠ তলা), রমনা, ঢাকা-১০০০। (962, 670, 1474, 711)
btrc-logo-2 (966, 129, 1043, 206)
ad4-signature-mark (623, 1575, 704, 1612)
page-header (52, 52, 1500, 81)
ad1-org: বাংলাদেশ টেলিযোগাযোগ নিয়ন্ত্রণ কমিশন (200, 128, 512, 149)
ad5-title: e-Tender Notice (342, 1854, 472, 1876)
ad5-signer: (Prof. Dr. Md. Mustafa Kamal) Director (Admn. & Fin) Phone: 55167408 e-mail:info@naem.gov.bd (531, 2300, 699, 2361)
table-row: 4 Invitation for (1) Supply of Foods for Patients 2019-2020 (2) Linen Washing (with Iron) for 2019-2020 (797, 1470, 1462, 1485)
ad5-l1: Government of the People's Republic of Bangladesh (267, 1685, 546, 1700)
table-row: 15 Opening Tender Document Office of the Director & Professor, National Institute of Cardiovascular Diseases, Sher-e- Bangla Nagar, Dhaka-1207. (797, 1716, 1462, 1731)
ad4-tel: Tel: 0247860054 (352, 1292, 461, 1308)
ad5-table: Sl. No. Package No & Tender ID Description of goods Tender Last selling (Date &Time) Tender Closing (Date &Time) Tender Opening (Date & Time) 1 NAEM/e-GP-04/Microbus/ 2018-19 ID No. 309231 one 12 seater Microbus in complete built up condition from country of origin 07-May-2019 11:30 07-May-2019 12:10 07-May-2019 12:10 (75, 1928, 741, 2045)
table-row: ৫. কাজের নাম : নূন্যতম ০৮ (আট) আসনবিশিষ্ট ০১ (এক)টি মাইক্রোবাস (চালকসহ) ভাড়া। (962, 434, 1474, 463)
